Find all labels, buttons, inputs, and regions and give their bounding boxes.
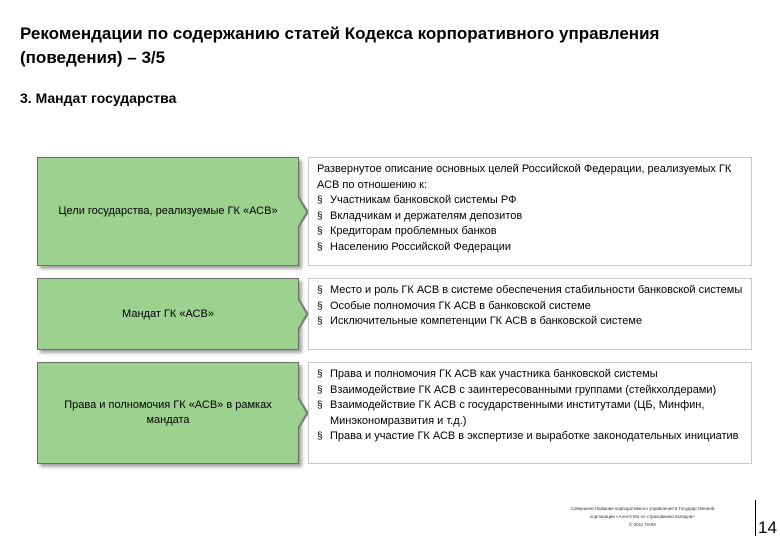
bullet-item: § Вкладчикам и держателям депозитов [315, 209, 745, 225]
bullet-item: § Населению Российской Федерации [315, 240, 745, 256]
bullet-item: § Взаимодействие ГК АСВ с заинтересованными группами (стейкхолдерами) [315, 383, 745, 399]
label-rights-text: Права и полномочия ГК «АСВ» в рамках мандата [64, 399, 272, 426]
label-rights [37, 362, 299, 464]
bullet-item: § Кредиторам проблемных банков [315, 224, 745, 240]
bullet-item: § Участникам банковской системы РФ [315, 193, 745, 209]
row-rights [37, 362, 752, 464]
desc-intro: Развернутое описание основных целей Российской Федерации, реализуемых ГК АСВ по отношению к: [317, 163, 732, 191]
bullet-item: § Исключительные компетенции ГК АСВ в банковской системе [315, 314, 745, 330]
footer-divider [755, 500, 756, 536]
desc-state-goals [308, 157, 752, 266]
footer-line1: Совершенствование корпоративного управления в Государственной [570, 506, 715, 511]
page-title: Рекомендации по содержанию статей Кодекса корпоративного управления (поведения) – 3/5 [20, 24, 660, 67]
label-state-goals-text: Цели государства, реализуемые ГК «АСВ» [58, 205, 278, 217]
footer-line3: © 2011 ПАКК [629, 522, 656, 527]
bullet-item: § Особые полномочия ГК АСВ в банковской системе [315, 299, 745, 315]
footer-note [530, 505, 755, 529]
row-mandate [37, 278, 752, 350]
row-state-goals [37, 157, 752, 266]
desc-mandate [308, 278, 752, 350]
bullet-item: § Права и участие ГК АСВ в экспертизе и выработке законодательных инициатив [315, 429, 745, 445]
desc-rights [308, 362, 752, 464]
section-subtitle: 3. Мандат государства [20, 90, 177, 106]
bullet-item: § Место и роль ГК АСВ в системе обеспечения стабильности банковской системы [315, 283, 745, 299]
bullet-item: § Права и полномочия ГК АСВ как участника банковской системы [315, 367, 745, 383]
label-mandate-text: Мандат ГК «АСВ» [122, 307, 214, 320]
label-mandate [37, 278, 299, 350]
page-number: 14 [758, 518, 777, 537]
footer-line2: корпорации «Агентство по страхованию вкладов» [590, 514, 695, 519]
bullet-item: § Взаимодействие ГК АСВ с государственными институтами (ЦБ, Минфин, Минэкономразвития и т.д.) [315, 398, 745, 429]
label-state-goals [37, 157, 299, 266]
